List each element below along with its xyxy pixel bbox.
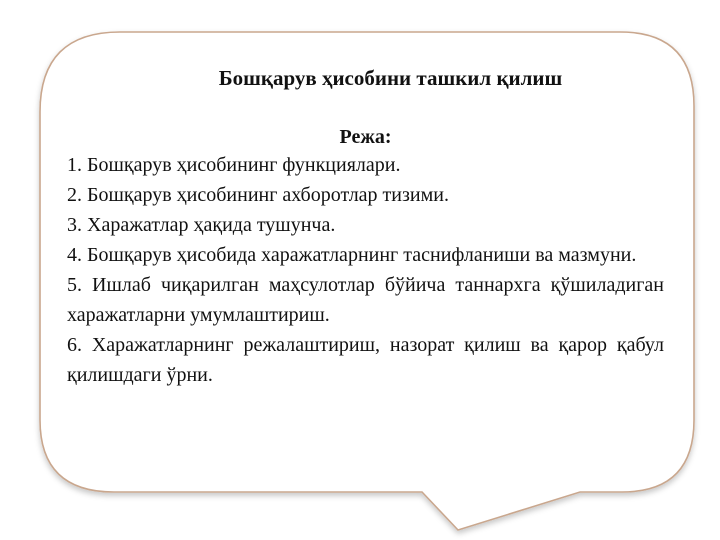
plan-item: 2. Бошқарув ҳисобининг ахборотлар тизими. (67, 184, 449, 206)
plan-item: 1. Бошқарув ҳисобининг функциялари. (67, 154, 401, 176)
slide-title: Бошқарув ҳисобини ташкил қилиш (218, 66, 563, 90)
slide-content (67, 60, 664, 390)
plan-item: 4. Бошқарув ҳисобида харажатларнинг таснифланиши ва мазмуни. (67, 244, 637, 266)
plan-list (67, 150, 664, 390)
plan-heading: Режа: (339, 126, 392, 148)
plan-item: 5. Ишлаб чиқарилган маҳсулотлар бўйича таннархга қўшиладиган харажатларни умумлаштириш. (67, 274, 664, 326)
plan-item: 3. Харажатлар ҳақида тушунча. (67, 214, 336, 236)
plan-item: 6. Харажатларнинг режалаштириш, назорат қилиш ва қарор қабул қилишдаги ўрни. (67, 334, 664, 386)
